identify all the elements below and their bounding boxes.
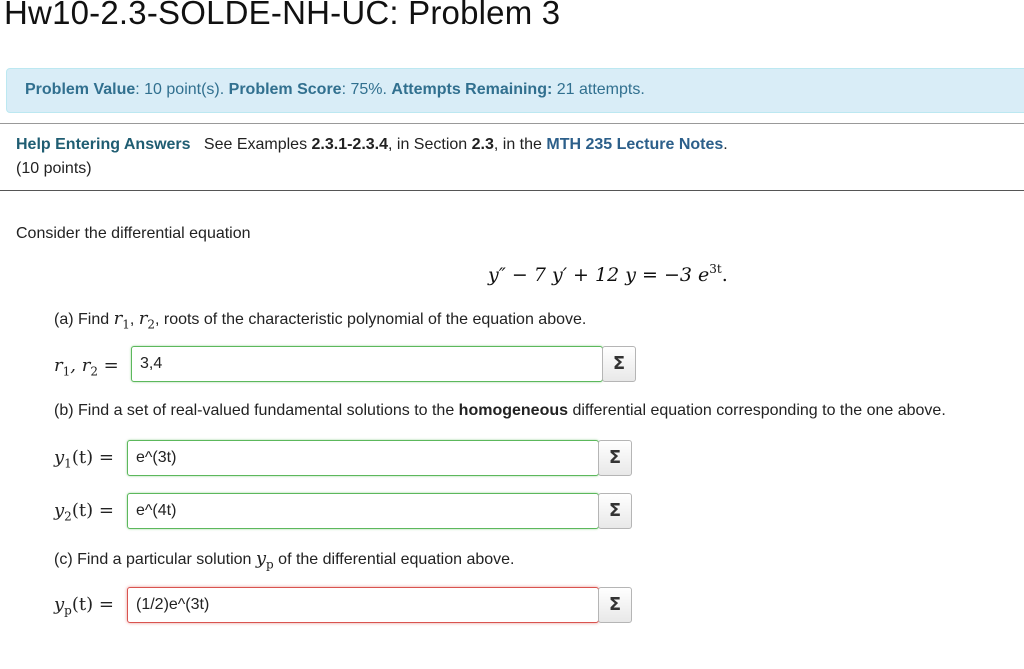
roots-label-r2: , r	[70, 355, 91, 376]
part-c-yp	[255, 548, 274, 572]
equation-lhs: y″ − 7 y′ + 12 y = −3 e	[488, 264, 710, 286]
roots-label-sub2: 2	[90, 364, 98, 379]
part-a-r1-sub: 1	[122, 317, 130, 332]
problem-info-box	[6, 68, 1024, 113]
part-a-suffix: , roots of the characteristic polynomial of the equation above.	[154, 311, 587, 328]
lecture-notes-link[interactable]: MTH 235 Lecture Notes	[546, 136, 724, 153]
equation-editor-sigma-icon[interactable]: Σ	[598, 587, 632, 623]
y1-label-rest: (t) =	[71, 447, 114, 468]
divider-bottom	[0, 190, 1024, 191]
part-a-question	[54, 308, 586, 332]
attempts-remaining-text: 21 attempts.	[552, 81, 645, 98]
part-c-yp-var: y	[255, 548, 267, 569]
part-a-r1-var: r	[113, 308, 123, 329]
yp-label-sub: p	[64, 603, 72, 618]
part-c-prefix: (c) Find a particular solution	[54, 551, 256, 568]
differential-equation	[488, 262, 728, 286]
help-line	[16, 136, 728, 154]
part-b-suffix: differential equation corresponding to the one above.	[568, 402, 946, 419]
y1-answer-input[interactable]: e^(3t)	[127, 440, 599, 476]
help-in-the-text: , in the	[493, 136, 547, 153]
roots-label	[54, 355, 119, 379]
help-see-text: See Examples	[203, 136, 312, 153]
help-in-section-text: , in Section	[388, 136, 472, 153]
problem-value-text: : 10 point(s).	[135, 81, 229, 98]
yp-answer-input[interactable]: (1/2)e^(3t)	[127, 587, 599, 623]
equation-editor-sigma-icon[interactable]: Σ	[598, 440, 632, 476]
equation-editor-sigma-icon[interactable]: Σ	[598, 493, 632, 529]
roots-label-eq: =	[97, 355, 119, 376]
points-text: (10 points)	[16, 160, 92, 177]
y2-label-sub: 2	[64, 509, 72, 524]
divider-top	[0, 123, 1024, 124]
help-section: 2.3	[471, 136, 494, 153]
part-a-r2-sub: 2	[147, 317, 155, 332]
help-period: .	[723, 136, 728, 153]
y2-label-var: y	[54, 500, 65, 521]
y2-label-rest: (t) =	[71, 500, 114, 521]
yp-label-rest: (t) =	[71, 594, 114, 615]
part-a-r1	[113, 308, 130, 332]
problem-info-line	[25, 81, 645, 99]
y2-label	[54, 500, 114, 524]
part-a-r2-var: r	[138, 308, 148, 329]
part-c-suffix: of the differential equation above.	[273, 551, 515, 568]
part-b-prefix: (b) Find a set of real-valued fundamental solutions to the	[54, 402, 459, 419]
equation-editor-sigma-icon[interactable]: Σ	[602, 346, 636, 382]
y1-label	[54, 447, 114, 471]
page-title: Hw10-2.3-SOLDE-NH-UC: Problem 3	[4, 0, 561, 31]
problem-score-text: : 75%.	[341, 81, 392, 98]
part-c-yp-sub: p	[266, 557, 274, 572]
yp-label-var: y	[54, 594, 65, 615]
part-b-question	[54, 402, 946, 420]
y2-answer-input[interactable]: e^(4t)	[127, 493, 599, 529]
yp-label	[54, 594, 114, 618]
equation-exponent: 3t	[709, 262, 722, 276]
part-a-prefix: (a) Find	[54, 311, 114, 328]
roots-label-r1: r	[54, 355, 63, 376]
roots-label-sub1: 1	[62, 364, 71, 379]
part-a-comma: ,	[129, 311, 139, 328]
problem-score-label: Problem Score	[228, 81, 342, 98]
attempts-remaining-label: Attempts Remaining:	[391, 81, 553, 98]
problem-statement: Consider the differential equation	[16, 225, 251, 242]
y1-label-var: y	[54, 447, 65, 468]
part-a-r2	[138, 308, 155, 332]
equation-end: .	[721, 264, 728, 286]
part-c-question	[54, 548, 515, 572]
help-entering-answers-link[interactable]: Help Entering Answers	[16, 136, 191, 153]
roots-answer-input[interactable]: 3,4	[131, 346, 603, 382]
problem-value-label: Problem Value	[25, 81, 136, 98]
part-b-homogeneous: homogeneous	[458, 402, 569, 419]
y1-label-sub: 1	[64, 456, 72, 471]
help-examples: 2.3.1-2.3.4	[311, 136, 389, 153]
